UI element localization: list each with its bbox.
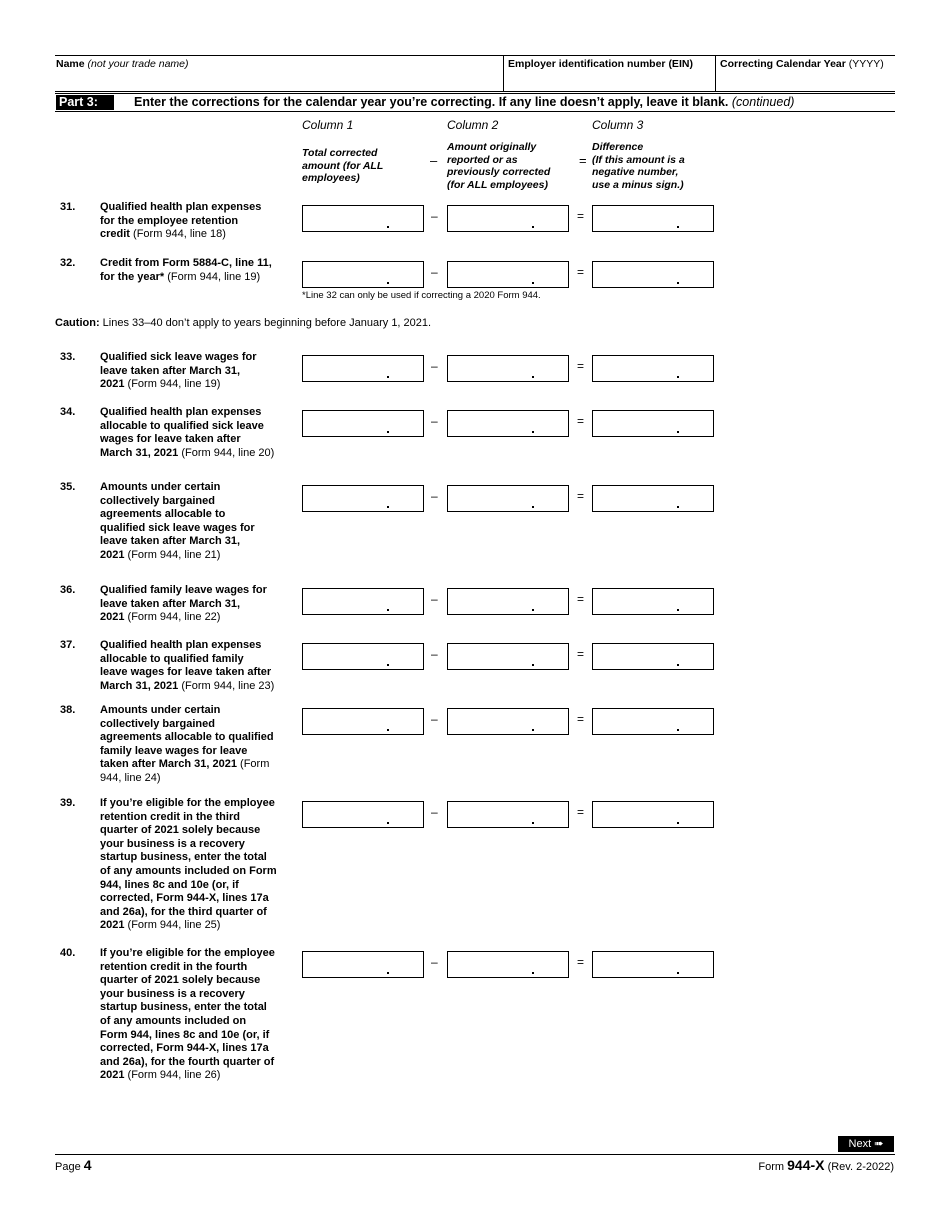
column-3-desc-line: negative number, <box>592 166 679 178</box>
line-description-text: collectively bargained <box>100 494 215 507</box>
equals-sign: = <box>577 712 585 726</box>
line-description-text: taken after March 31, 2021 <box>100 758 237 771</box>
column-1-input[interactable] <box>302 205 424 232</box>
line-description-text: Credit from Form 5884-C, line 11, <box>100 257 272 269</box>
column-2-desc-line: (for ALL employees) <box>447 178 548 191</box>
line-description-row <box>100 758 292 772</box>
line-description-text: of any amounts included on Form <box>100 864 277 877</box>
line-description-text: 944, lines 8c and 10e (or, if <box>100 878 239 891</box>
equals-sign: = <box>577 265 585 279</box>
line-description-row <box>100 772 292 786</box>
line-description-text: allocable to qualified sick leave <box>100 419 264 432</box>
line-description-text: quarter of 2021 solely because <box>100 974 261 987</box>
ein-field[interactable] <box>505 72 713 90</box>
name-field[interactable] <box>56 72 501 90</box>
minus-sign: – <box>431 359 438 373</box>
line-description-ref: (Form 944, line 21) <box>124 548 221 561</box>
minus-sign: – <box>431 647 438 661</box>
line-description-text: leave wages for leave taken after <box>100 666 272 679</box>
part-badge: Part 3: <box>56 95 114 110</box>
header-bottom-rule <box>55 91 895 92</box>
line-description-text: quarter of 2021 solely because <box>100 824 261 837</box>
ein-label-text: Employer identification number (EIN) <box>508 58 693 70</box>
column-3-input[interactable] <box>592 261 714 288</box>
line-description-text: leave taken after March 31, <box>100 597 241 610</box>
line-description-row <box>100 1015 292 1029</box>
line-number: 36. <box>60 584 76 596</box>
column-2-input[interactable] <box>447 355 569 382</box>
line-description <box>100 704 292 786</box>
part-rule-bottom <box>55 111 895 112</box>
line-description-text: Qualified family leave wages for <box>100 584 267 596</box>
year-field[interactable] <box>717 72 893 90</box>
line-description-text: Amounts under certain <box>100 481 221 493</box>
form-id <box>758 1157 894 1173</box>
line-description-row <box>100 947 292 961</box>
column-3-input[interactable] <box>592 708 714 735</box>
column-1-input[interactable] <box>302 410 424 437</box>
column-2-desc-line: reported or as <box>447 153 518 166</box>
equals-sign: = <box>577 209 585 223</box>
line-description-row <box>100 433 292 447</box>
line-description-row <box>100 420 292 434</box>
line-description-row <box>100 598 292 612</box>
line-description-text: 2021 <box>100 548 125 561</box>
line-description-text: retention credit in the fourth <box>100 960 248 973</box>
column-3-input[interactable] <box>592 205 714 232</box>
column-1-input[interactable] <box>302 588 424 615</box>
line-description-row <box>100 1042 292 1056</box>
column-1-input[interactable] <box>302 355 424 382</box>
line-number: 40. <box>60 947 76 959</box>
year-label-text: Correcting Calendar Year <box>720 58 846 70</box>
line-description-row <box>100 680 292 694</box>
line-description-text: agreements allocable to qualified <box>100 731 274 744</box>
column-2-input[interactable] <box>447 205 569 232</box>
header-divider-2 <box>715 55 716 91</box>
line-description-text: 2021 <box>100 378 125 391</box>
line-description-text: Form 944, lines 8c and 10e (or, if <box>100 1028 270 1041</box>
line-description-text: Qualified health plan expenses <box>100 201 262 213</box>
line-number: 31. <box>60 201 76 213</box>
line-description-text: Qualified health plan expenses <box>100 406 262 418</box>
line-description-ref: (Form <box>236 758 270 771</box>
part-rule-top <box>55 93 895 94</box>
line-description-text: your business is a recovery <box>100 987 245 1000</box>
line-description-text: 944, line 24) <box>100 771 161 784</box>
line-description-row <box>100 378 292 392</box>
line-description-text: If you’re eligible for the employee <box>100 947 275 959</box>
line-number: 34. <box>60 406 76 418</box>
line-description-row <box>100 666 292 680</box>
line-description-row <box>100 865 292 879</box>
line-number: 33. <box>60 351 76 363</box>
column-1-desc-line: amount (for ALL <box>302 159 384 172</box>
line-32-note: *Line 32 can only be used if correcting a 2020 Form 944. <box>302 290 541 301</box>
line-description-text: March 31, 2021 <box>100 446 179 459</box>
column-2-input[interactable] <box>447 588 569 615</box>
column-1-desc-line: Total corrected <box>302 147 378 159</box>
line-description-row <box>100 892 292 906</box>
column-1-input[interactable] <box>302 261 424 288</box>
line-description-row <box>100 535 292 549</box>
line-description-text: and 26a), for the third quarter of <box>100 905 267 918</box>
line-description <box>100 351 292 392</box>
line-description-row <box>100 481 292 495</box>
line-description-row <box>100 549 292 563</box>
minus-sign: – <box>431 414 438 428</box>
column-3-input[interactable] <box>592 410 714 437</box>
column-2-input[interactable] <box>447 951 569 978</box>
line-description-row <box>100 811 292 825</box>
line-description-row <box>100 1069 292 1083</box>
line-description-row <box>100 838 292 852</box>
line-description-row <box>100 653 292 667</box>
column-3-desc-line: Difference <box>592 141 644 153</box>
line-number: 35. <box>60 481 76 493</box>
line-description-row <box>100 508 292 522</box>
column-2-desc <box>447 141 550 191</box>
line-description-text: collectively bargained <box>100 717 215 730</box>
line-description-text: of any amounts included on <box>100 1014 247 1027</box>
line-description-row <box>100 906 292 920</box>
line-description-row <box>100 522 292 536</box>
equals-sign: = <box>577 592 585 606</box>
column-3-input[interactable] <box>592 951 714 978</box>
line-description-text: Amounts under certain <box>100 704 221 716</box>
line-description-row <box>100 495 292 509</box>
arrow-right-icon: ➠ <box>874 1138 884 1150</box>
caution-label: Caution: <box>55 317 100 329</box>
minus-sign: – <box>431 712 438 726</box>
page-number <box>55 1157 92 1173</box>
minus-sign: – <box>431 209 438 223</box>
line-description-row <box>100 731 292 745</box>
line-description <box>100 481 292 563</box>
line-description-row <box>100 611 292 625</box>
equals-sign: = <box>577 359 585 373</box>
line-description-row <box>100 704 292 718</box>
line-description-row <box>100 271 292 285</box>
page-num: 4 <box>83 1157 92 1173</box>
equals-sign: = <box>577 414 585 428</box>
part-continued: (continued) <box>731 95 795 109</box>
line-number: 39. <box>60 797 76 809</box>
header-top-rule <box>55 55 895 56</box>
column-3-input[interactable] <box>592 485 714 512</box>
line-description-row <box>100 447 292 461</box>
line-description <box>100 201 292 242</box>
line-description-row <box>100 851 292 865</box>
line-description-row <box>100 1056 292 1070</box>
column-3-desc <box>592 141 685 191</box>
next-label: Next <box>848 1138 872 1150</box>
line-description-row <box>100 257 292 271</box>
line-description-row <box>100 584 292 598</box>
line-description-row <box>100 351 292 365</box>
column-2-input[interactable] <box>447 801 569 828</box>
caution-text: Lines 33–40 don’t apply to years beginning before January 1, 2021. <box>99 317 432 329</box>
column-2-input[interactable] <box>447 643 569 670</box>
column-3-input[interactable] <box>592 643 714 670</box>
column-1-input[interactable] <box>302 643 424 670</box>
line-description <box>100 257 292 284</box>
minus-sign: – <box>431 805 438 819</box>
line-description-row <box>100 879 292 893</box>
year-label-note: (YYYY) <box>848 58 884 70</box>
line-description-text: qualified sick leave wages for <box>100 521 255 534</box>
name-label-note: (not your trade name) <box>87 58 189 70</box>
line-description-text: agreements allocable to <box>100 508 226 521</box>
line-description-text: Qualified sick leave wages for <box>100 351 257 363</box>
line-description-ref: (Form 944, line 19) <box>124 378 221 391</box>
line-description-row <box>100 745 292 759</box>
line-description-ref: (Form 944, line 23) <box>178 679 275 692</box>
line-description-ref: (Form 944, line 26) <box>124 1069 221 1082</box>
line-description-row <box>100 988 292 1002</box>
form-rev: (Rev. 2-2022) <box>827 1161 894 1173</box>
line-description-row <box>100 718 292 732</box>
line-description-row <box>100 406 292 420</box>
line-description-text: startup business, enter the total <box>100 1001 267 1014</box>
page-label: Page <box>55 1161 81 1173</box>
column-1-input[interactable] <box>302 801 424 828</box>
ein-label <box>508 58 693 70</box>
next-button[interactable] <box>838 1136 894 1152</box>
column-2-title: Column 2 <box>447 118 499 132</box>
line-description <box>100 947 292 1083</box>
line-description-row <box>100 1029 292 1043</box>
line-description-row <box>100 1001 292 1015</box>
column-3-desc-line: use a minus sign.) <box>592 178 684 191</box>
equals-sign: = <box>577 647 585 661</box>
line-description-ref: (Form 944, line 18) <box>129 228 226 241</box>
line-number: 37. <box>60 639 76 651</box>
line-description-text: your business is a recovery <box>100 837 245 850</box>
column-1-desc <box>302 147 383 185</box>
name-label-text: Name <box>56 58 85 70</box>
column-equals-sign: = <box>579 153 587 168</box>
line-description-text: March 31, 2021 <box>100 679 179 692</box>
column-3-desc-line: (If this amount is a <box>592 153 685 166</box>
line-description-text: for the employee retention <box>100 214 239 227</box>
line-description-row <box>100 919 292 933</box>
line-description-ref: (Form 944, line 25) <box>124 919 221 932</box>
column-2-desc-line: previously corrected <box>447 166 551 178</box>
line-description-text: If you’re eligible for the employee <box>100 797 275 809</box>
form-name: 944-X <box>787 1157 825 1173</box>
year-label <box>720 58 884 70</box>
line-description-text: leave taken after March 31, <box>100 364 241 377</box>
minus-sign: – <box>431 592 438 606</box>
caution-note <box>55 317 431 329</box>
line-description <box>100 639 292 693</box>
column-1-desc-line: employees) <box>302 172 360 184</box>
column-2-input[interactable] <box>447 261 569 288</box>
line-description-row <box>100 639 292 653</box>
column-3-input[interactable] <box>592 355 714 382</box>
line-description-row <box>100 824 292 838</box>
line-description-text: and 26a), for the fourth quarter of <box>100 1055 275 1068</box>
line-description-text: allocable to qualified family <box>100 652 244 665</box>
line-description-text: 2021 <box>100 1069 125 1082</box>
equals-sign: = <box>577 805 585 819</box>
line-description-text: leave taken after March 31, <box>100 535 241 548</box>
column-2-input[interactable] <box>447 410 569 437</box>
line-description-ref: (Form 944, line 20) <box>178 446 275 459</box>
column-2-input[interactable] <box>447 485 569 512</box>
footer-rule <box>55 1154 895 1155</box>
line-description-text: 2021 <box>100 919 125 932</box>
column-2-input[interactable] <box>447 708 569 735</box>
column-1-input[interactable] <box>302 708 424 735</box>
part-title-text: Enter the corrections for the calendar year you’re correcting. If any line doesn’t apply, leave it blank. <box>134 95 729 109</box>
form-prefix: Form <box>758 1161 785 1173</box>
line-description-text: 2021 <box>100 611 125 624</box>
column-1-input[interactable] <box>302 485 424 512</box>
line-description-row <box>100 974 292 988</box>
line-description-row <box>100 797 292 811</box>
column-1-title: Column 1 <box>302 118 354 132</box>
line-description <box>100 584 292 625</box>
header-divider-1 <box>503 55 504 91</box>
column-3-input[interactable] <box>592 801 714 828</box>
line-description-text: corrected, Form 944-X, lines 17a <box>100 892 269 905</box>
part-title <box>134 95 794 110</box>
line-description-row <box>100 201 292 215</box>
line-description-row <box>100 228 292 242</box>
line-description-ref: (Form 944, line 19) <box>164 270 261 283</box>
line-description-text: startup business, enter the total <box>100 851 267 864</box>
column-2-desc-line: Amount originally <box>447 141 537 153</box>
minus-sign: – <box>431 955 438 969</box>
line-number: 38. <box>60 704 76 716</box>
name-label <box>56 58 189 70</box>
column-3-title: Column 3 <box>592 118 644 132</box>
line-description-text: wages for leave taken after <box>100 433 241 446</box>
line-description-text: corrected, Form 944-X, lines 17a <box>100 1042 269 1055</box>
minus-sign: – <box>431 265 438 279</box>
line-description <box>100 797 292 933</box>
line-description-row <box>100 365 292 379</box>
line-description-text: credit <box>100 228 130 241</box>
line-description-text: Qualified health plan expenses <box>100 639 262 651</box>
equals-sign: = <box>577 955 585 969</box>
column-1-input[interactable] <box>302 951 424 978</box>
line-description-row <box>100 961 292 975</box>
line-description-text: for the year* <box>100 270 165 283</box>
minus-sign: – <box>431 489 438 503</box>
line-description <box>100 406 292 460</box>
column-3-input[interactable] <box>592 588 714 615</box>
column-minus-sign: – <box>430 153 438 168</box>
line-description-text: retention credit in the third <box>100 810 240 823</box>
line-number: 32. <box>60 257 76 269</box>
equals-sign: = <box>577 489 585 503</box>
line-description-ref: (Form 944, line 22) <box>124 611 221 624</box>
line-description-text: family leave wages for leave <box>100 744 248 757</box>
line-description-row <box>100 215 292 229</box>
